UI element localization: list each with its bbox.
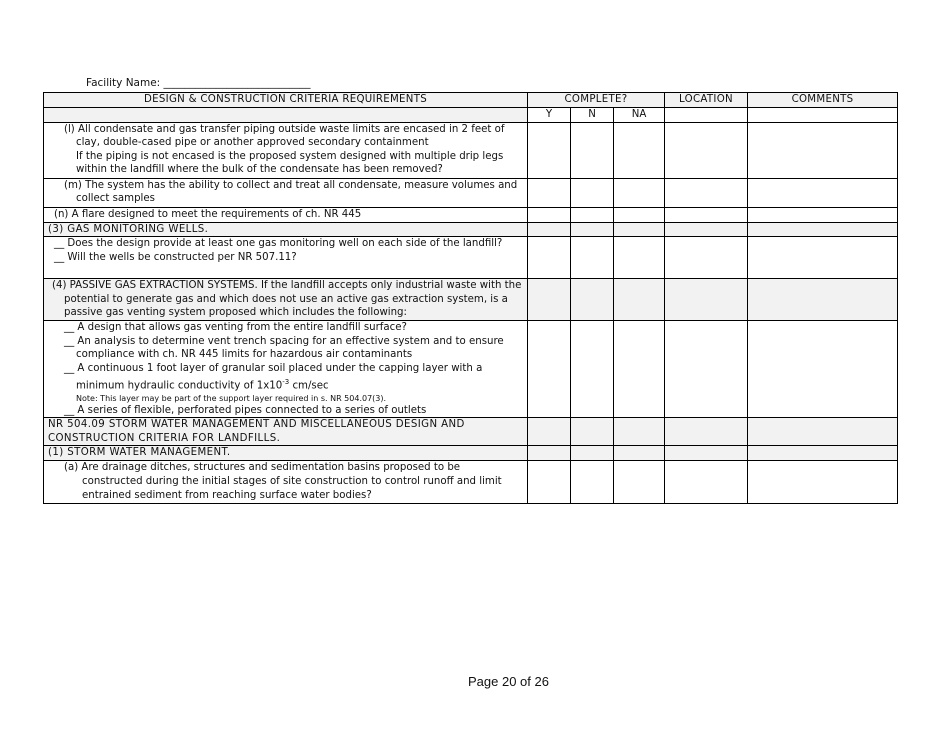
item-n: (n) A flare designed to meet the requirements of ch. NR 445 — [44, 207, 528, 222]
location-cell[interactable] — [665, 461, 748, 504]
req-header: DESIGN & CONSTRUCTION CRITERIA REQUIREMENTS — [44, 93, 528, 108]
section-storm-water: (1) STORM WATER MANAGEMENT. — [44, 446, 528, 461]
comments-cell[interactable] — [748, 207, 898, 222]
page-number: Page 20 of 26 — [468, 674, 549, 689]
y-cell[interactable] — [528, 237, 571, 279]
item-a-drainage: (a) Are drainage ditches, structures and sedimentation basins proposed to be constructed during the initial stages of site construction to control runoff and limit entrained sediment from reaching surface water bodies? — [64, 462, 502, 501]
table-row — [44, 207, 898, 222]
location-cell[interactable] — [665, 321, 748, 418]
y-cell[interactable] — [528, 207, 571, 222]
na-cell[interactable] — [614, 461, 665, 504]
comments-cell[interactable] — [748, 178, 898, 207]
comments-cell[interactable] — [748, 321, 898, 418]
subheader-row — [44, 107, 898, 122]
comments-cell[interactable] — [748, 237, 898, 279]
section-row — [44, 222, 898, 237]
n-cell[interactable] — [571, 178, 614, 207]
section-row — [44, 418, 898, 446]
facility-name-field[interactable]: Facility Name: ____________________________ — [86, 77, 311, 89]
location-cell[interactable] — [665, 237, 748, 279]
n-cell[interactable] — [571, 321, 614, 418]
n-header: N — [571, 107, 614, 122]
n-cell[interactable] — [571, 237, 614, 279]
y-cell[interactable] — [528, 122, 571, 178]
section-row — [44, 446, 898, 461]
complete-header: COMPLETE? — [528, 93, 665, 108]
comments-cell[interactable] — [748, 461, 898, 504]
table-row — [44, 178, 898, 207]
item-well-construction: __ Will the wells be constructed per NR 507.11? — [54, 251, 297, 263]
item-well-sides: __ Does the design provide at least one gas monitoring well on each side of the landfill? — [54, 238, 503, 250]
section-passive-gas-extraction: (4) PASSIVE GAS EXTRACTION SYSTEMS. If the landfill accepts only industrial waste with the potential to generate gas and which does not use an active gas extraction system, is a passive gas venting system proposed which includes the following: — [52, 280, 522, 319]
na-header: NA — [614, 107, 665, 122]
na-cell[interactable] — [614, 122, 665, 178]
y-cell[interactable] — [528, 178, 571, 207]
table-row — [44, 122, 898, 178]
item-m: (m) The system has the ability to collect and treat all condensate, measure volumes and collect samples — [64, 179, 518, 205]
y-cell[interactable] — [528, 461, 571, 504]
section-gas-monitoring-wells: (3) GAS MONITORING WELLS. — [44, 222, 528, 237]
n-cell[interactable] — [571, 207, 614, 222]
location-header: LOCATION — [665, 93, 748, 108]
note-text: Note: This layer may be part of the support layer required in s. NR 504.07(3). — [76, 393, 387, 403]
table-row — [44, 461, 898, 504]
y-cell[interactable] — [528, 321, 571, 418]
item-l-followup: If the piping is not encased is the proposed system designed with multiple drip legs within the landfill where the bulk of the condensate has been removed? — [76, 150, 504, 176]
item-perforated-pipes: __ A series of flexible, perforated pipes connected to a series of outlets — [64, 404, 427, 416]
location-cell[interactable] — [665, 207, 748, 222]
na-cell[interactable] — [614, 237, 665, 279]
item-venting-design: __ A design that allows gas venting from the entire landfill surface? — [64, 322, 407, 334]
item-l: (l) All condensate and gas transfer piping outside waste limits are encased in 2 feet of clay, double-cased pipe or another approved secondary containment — [64, 123, 505, 149]
n-cell[interactable] — [571, 461, 614, 504]
table-row — [44, 237, 898, 279]
location-cell[interactable] — [665, 178, 748, 207]
na-cell[interactable] — [614, 321, 665, 418]
n-cell[interactable] — [571, 122, 614, 178]
item-granular-layer: __ A continuous 1 foot layer of granular soil placed under the capping layer with a minimum hydraulic conductivity of $1x10^{-3}$ cm/sec — [64, 362, 483, 391]
na-cell[interactable] — [614, 207, 665, 222]
item-vent-analysis: __ An analysis to determine vent trench spacing for an effective system and to ensure compliance with ch. NR 445 limits for hazardous air contaminants — [64, 335, 504, 361]
location-cell[interactable] — [665, 122, 748, 178]
section-nr-504-09: NR 504.09 STORM WATER MANAGEMENT AND MISCELLANEOUS DESIGN AND CONSTRUCTION CRITERIA FOR LANDFILLS. — [44, 418, 528, 446]
y-header: Y — [528, 107, 571, 122]
table-row — [44, 321, 898, 418]
section-row — [44, 279, 898, 321]
na-cell[interactable] — [614, 178, 665, 207]
comments-header: COMMENTS — [748, 93, 898, 108]
comments-cell[interactable] — [748, 122, 898, 178]
criteria-table — [43, 92, 898, 504]
header-row — [44, 93, 898, 108]
